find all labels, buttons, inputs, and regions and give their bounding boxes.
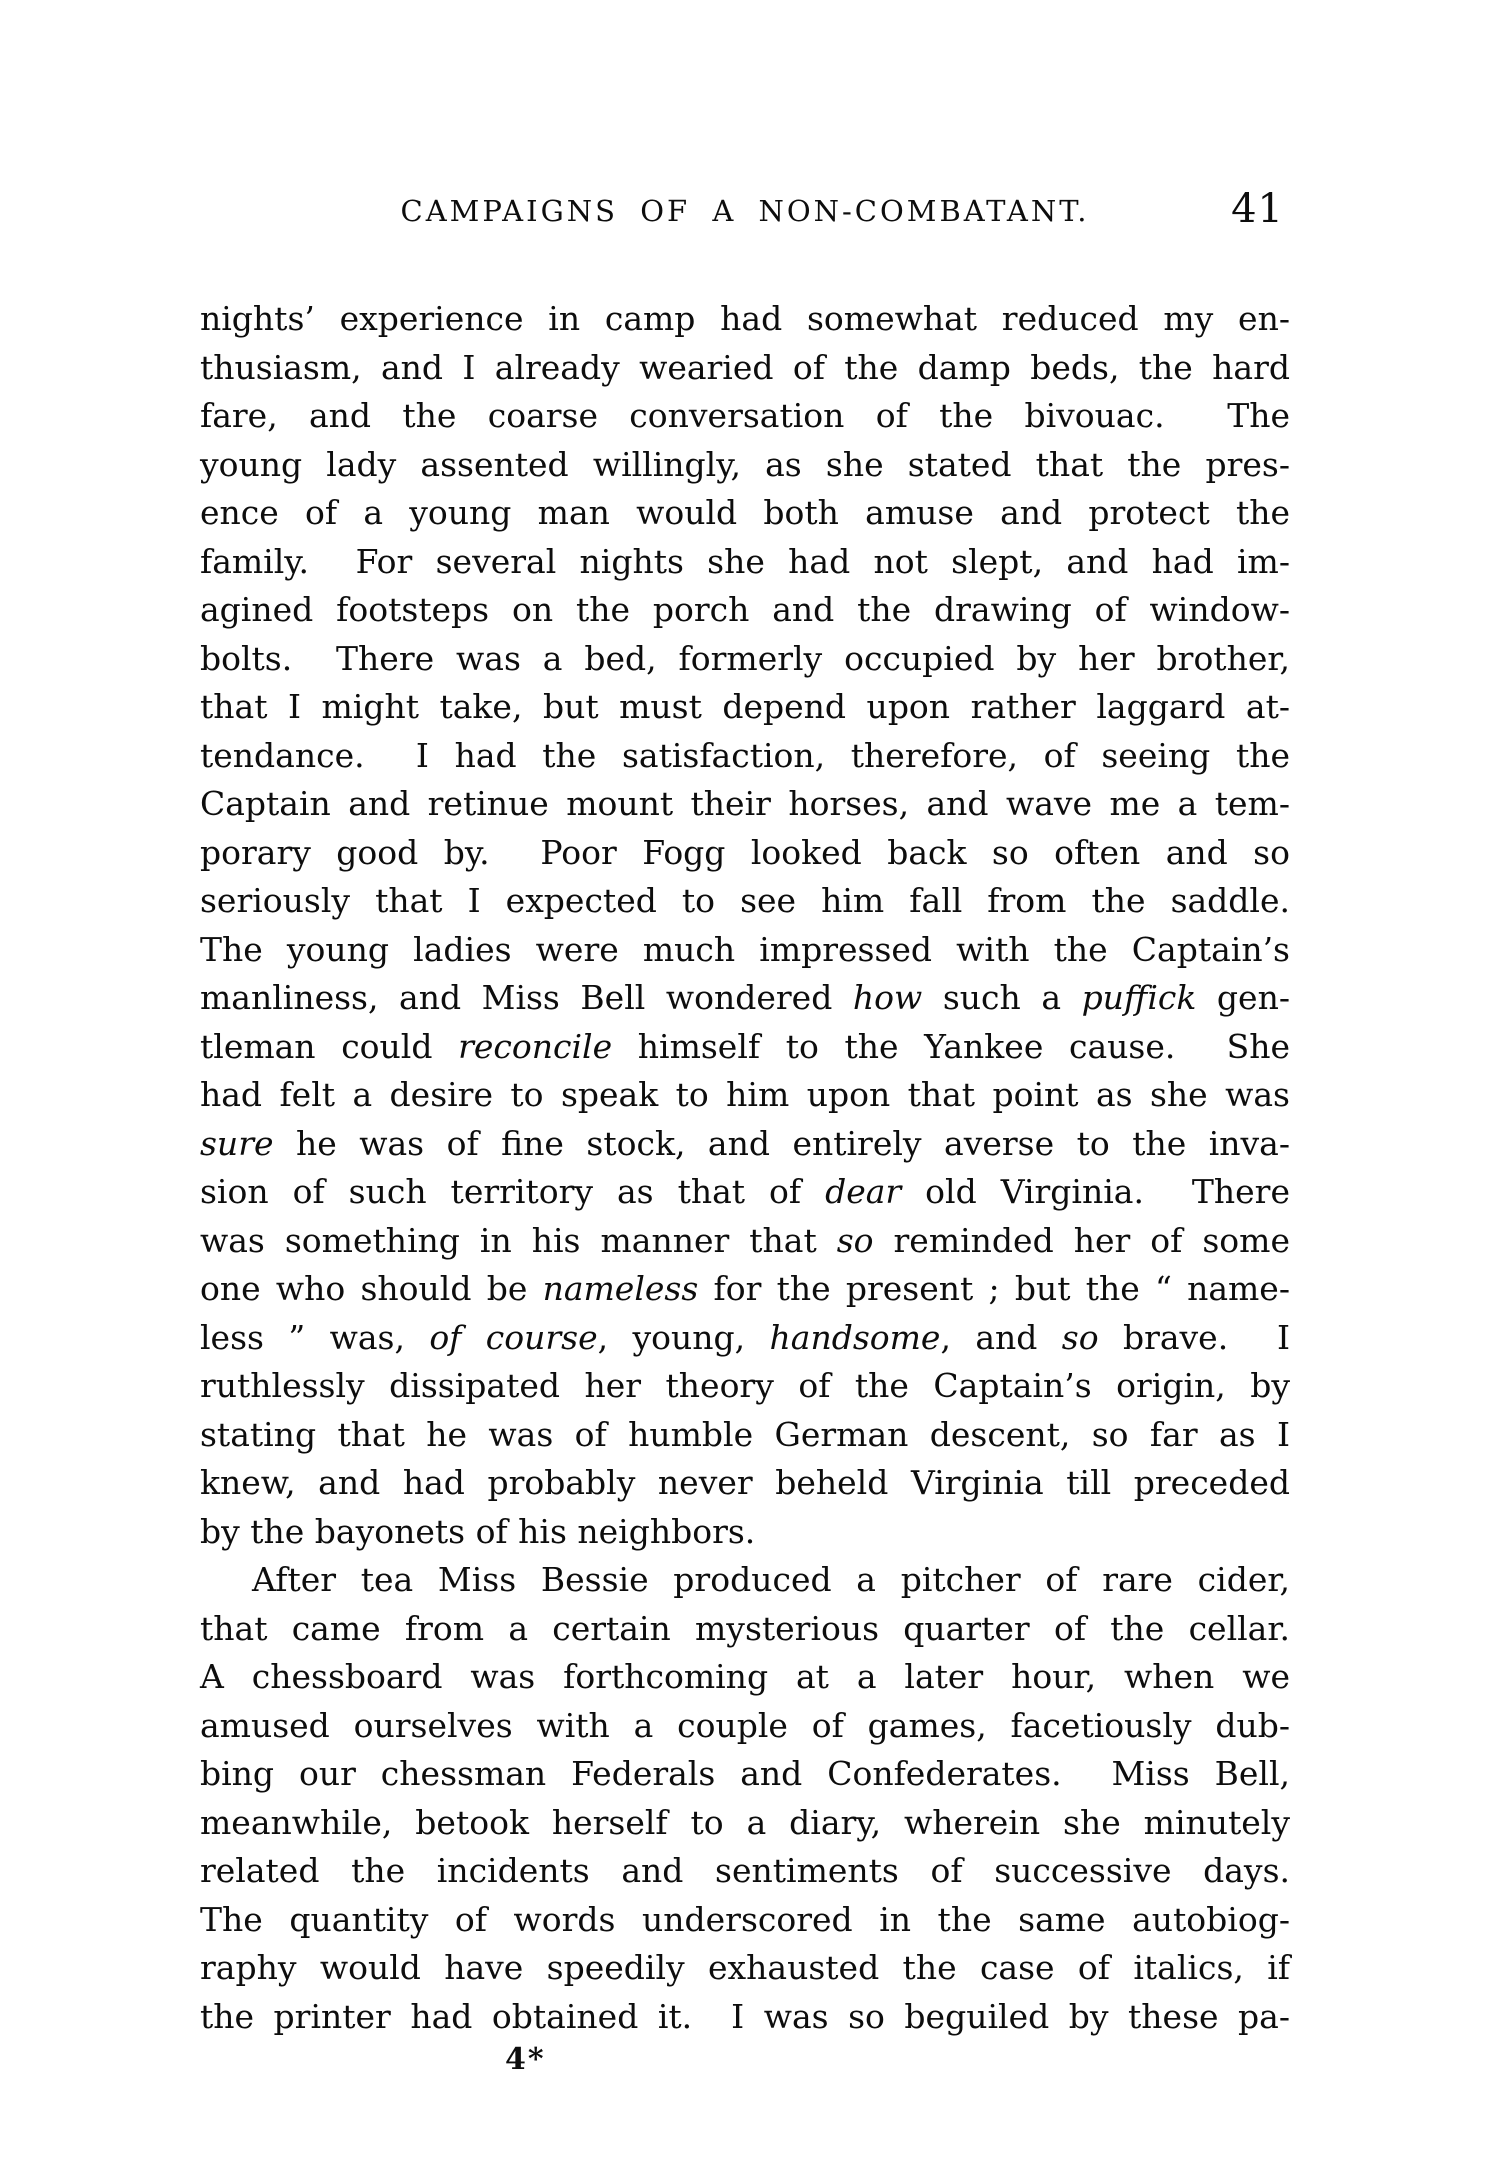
text-run: he was of fine stock, and entirely averse to the inva- xyxy=(273,1123,1290,1163)
text-line xyxy=(200,635,1290,684)
text-line xyxy=(200,1896,1290,1945)
text-line xyxy=(200,1120,1290,1169)
italic-text: so xyxy=(836,1220,874,1260)
text-run: bolts. There was a bed, formerly occupied by her brother, xyxy=(200,638,1290,678)
text-run: that came from a certain mysterious quarter of the cellar. xyxy=(200,1608,1290,1648)
text-line xyxy=(200,1508,1290,1557)
text-run: porary good by. Poor Fogg looked back so often and so xyxy=(200,832,1290,872)
signature-mark: 4* xyxy=(505,2042,546,2077)
text-line xyxy=(200,780,1290,829)
text-line xyxy=(200,1411,1290,1460)
text-line xyxy=(200,586,1290,635)
text-line xyxy=(200,1750,1290,1799)
text-line xyxy=(200,829,1290,878)
text-run: sion of such territory as that of xyxy=(200,1172,826,1211)
text-run: one who should be xyxy=(200,1269,543,1308)
text-run: gen- xyxy=(1196,978,1290,1017)
text-line xyxy=(200,877,1290,926)
text-run: old Virginia. There xyxy=(901,1172,1290,1211)
text-line xyxy=(200,732,1290,781)
text-line xyxy=(200,538,1290,587)
italic-text: so xyxy=(1061,1317,1099,1357)
text-run: knew, and had probably never beheld Virginia till preceded xyxy=(200,1463,1290,1502)
text-run: stating that he was of humble German descent, so far as I xyxy=(200,1414,1290,1454)
text-line xyxy=(200,1799,1290,1848)
italic-text: how xyxy=(852,978,923,1017)
italic-text: puffick xyxy=(1081,978,1197,1017)
text-run: meanwhile, betook herself to a diary, wherein she minutely xyxy=(200,1802,1290,1842)
italic-text: sure xyxy=(200,1123,274,1163)
text-line xyxy=(200,1993,1290,2042)
text-line xyxy=(200,441,1290,490)
text-run: nights’ experience in camp had somewhat reduced my en- xyxy=(200,299,1290,338)
italic-text: reconcile xyxy=(458,1026,613,1066)
text-run: , and xyxy=(940,1317,1062,1357)
text-line xyxy=(200,344,1290,393)
text-line xyxy=(200,926,1290,975)
text-run: that I might take, but must depend upon rather laggard at- xyxy=(200,687,1290,726)
text-line xyxy=(200,1847,1290,1896)
text-line xyxy=(200,1556,1290,1605)
text-run: was something in his manner that xyxy=(200,1220,837,1260)
italic-text: nameless xyxy=(542,1269,699,1308)
text-run: for the present ; but the “ name- xyxy=(698,1269,1290,1308)
text-run: thusiasm, and I already wearied of the damp beds, the hard xyxy=(200,347,1290,387)
text-run: less ” was, xyxy=(200,1317,430,1357)
text-line xyxy=(200,489,1290,538)
text-line xyxy=(200,1459,1290,1508)
text-line xyxy=(200,295,1290,344)
text-line xyxy=(200,1217,1290,1266)
text-line xyxy=(200,1944,1290,1993)
text-run: had felt a desire to speak to him upon that point as she was xyxy=(200,1075,1290,1114)
text-run: ence of a young man would both amuse and protect the xyxy=(200,493,1290,532)
text-run: raphy would have speedily exhausted the case of italics, if xyxy=(200,1948,1290,1987)
text-line xyxy=(200,1168,1290,1217)
text-run: brave. I xyxy=(1098,1317,1290,1357)
text-run: manliness, and Miss Bell wondered xyxy=(200,978,853,1017)
text-run: Captain and retinue mount their horses, and wave me a tem- xyxy=(200,784,1290,823)
text-run: family. For several nights she had not slept, and had im- xyxy=(200,541,1290,581)
italic-text: of course xyxy=(429,1317,598,1357)
text-run: tendance. I had the satisfaction, therefore, of seeing the xyxy=(200,735,1290,775)
text-run: amused ourselves with a couple of games, facetiously dub- xyxy=(200,1705,1290,1745)
italic-text: dear xyxy=(825,1172,902,1211)
text-line xyxy=(200,1265,1290,1314)
text-run: A chessboard was forthcoming at a later hour, when we xyxy=(200,1657,1290,1696)
text-line xyxy=(200,1362,1290,1411)
italic-text: handsome xyxy=(769,1317,941,1357)
text-line xyxy=(200,1314,1290,1363)
text-run: himself to the Yankee cause. She xyxy=(612,1026,1290,1066)
text-run: young lady assented willingly, as she stated that the pres- xyxy=(200,444,1290,484)
text-run: agined footsteps on the porch and the drawing of window- xyxy=(200,590,1290,629)
text-run: bing our chessman Federals and Confederates. Miss Bell, xyxy=(200,1754,1290,1793)
text-run: tleman could xyxy=(200,1026,459,1066)
text-run: the printer had obtained it. I was so beguiled by these pa- xyxy=(200,1996,1290,2036)
text-run: seriously that I expected to see him fall from the saddle. xyxy=(200,881,1290,920)
text-line xyxy=(200,1023,1290,1072)
body-text xyxy=(200,295,1290,2041)
text-run: fare, and the coarse conversation of the bivouac. The xyxy=(200,396,1290,435)
text-line xyxy=(200,1071,1290,1120)
running-title: CAMPAIGNS OF A NON-COMBATANT. xyxy=(400,194,1090,228)
text-run: The quantity of words underscored in the same autobiog- xyxy=(200,1899,1290,1939)
page-header xyxy=(200,186,1290,246)
text-run: by the bayonets of his neighbors. xyxy=(200,1511,756,1551)
text-run: related the incidents and sentiments of successive days. xyxy=(200,1851,1290,1890)
text-line xyxy=(200,1702,1290,1751)
text-line xyxy=(200,1605,1290,1654)
text-run: reminded her of some xyxy=(873,1220,1290,1260)
text-run: ruthlessly dissipated her theory of the Captain’s origin, by xyxy=(200,1366,1290,1405)
text-run: , young, xyxy=(597,1317,770,1357)
text-run: After tea Miss Bessie produced a pitcher of rare cider, xyxy=(252,1560,1290,1599)
text-line xyxy=(200,392,1290,441)
text-line xyxy=(200,683,1290,732)
text-line xyxy=(200,974,1290,1023)
text-line xyxy=(200,1653,1290,1702)
page-number: 41 xyxy=(1231,186,1284,232)
text-run: The young ladies were much impressed with the Captain’s xyxy=(200,929,1290,969)
text-run: such a xyxy=(922,978,1082,1017)
